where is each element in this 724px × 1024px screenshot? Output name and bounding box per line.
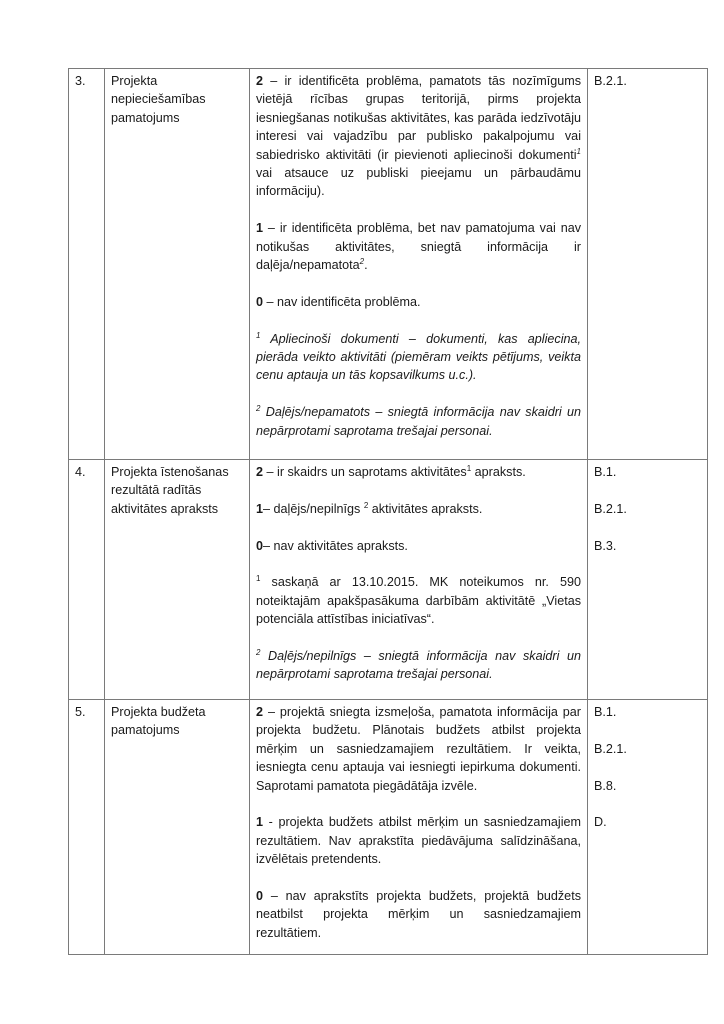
criterion-name: Projekta īstenošanas rezultātā radītās aktivitātes apraksts xyxy=(105,460,250,700)
score-0-description: 0 – nav aprakstīts projekta budžets, projektā budžets neatbilst projekta mērķim un sasniedzamajiem rezultātiem. xyxy=(256,889,581,940)
criterion-number: 5. xyxy=(69,700,105,955)
reference-item: D. xyxy=(594,815,607,830)
criterion-number: 4. xyxy=(69,460,105,700)
criterion-references xyxy=(588,460,708,700)
score-0-description: 0– nav aktivitātes apraksts. xyxy=(256,538,408,553)
table-row-criterion-5 xyxy=(69,700,708,955)
criterion-name: Projekta budžeta pamatojums xyxy=(105,700,250,955)
score-2-description: 2 – ir identificēta problēma, pamatots tās nozīmīgums vietējā rīcības grupas teritorijā, pirms projekta iesniegšanas notikušas aktivitātes, kas parāda iedzīvotāju interesi vai vajadzību par publisko pakalpojumu vai sabiedrisko aktivitāti (ir pievienoti apliecinoši dokumenti$^1$ vai atsauce uz publiski pieejamu un pārbaudāmu informāciju). xyxy=(256,74,581,199)
reference-item: B.2.1. xyxy=(594,741,627,756)
criterion-scoring xyxy=(250,460,588,700)
score-2-description: 2 – ir skaidrs un saprotams aktivitātes$^1$ apraksts. xyxy=(256,464,526,479)
evaluation-criteria-table xyxy=(68,68,708,955)
criterion-references xyxy=(588,69,708,460)
criterion-name: Projekta nepieciešamības pamatojums xyxy=(105,69,250,460)
reference-item: B.1. xyxy=(594,465,617,479)
footnote-2: $^2$ Daļējs/nepilnīgs – sniegtā informācija nav skaidri un nepārprotami saprotama trešajai personai. xyxy=(256,648,581,682)
score-2-description: 2 – projektā sniegta izsmeļoša, pamatota informācija par projekta budžetu. Plānotais budžets atbilst projekta mērķim un sasniedzamajiem rezultātiem. Ir veikta, iesniegta cenu aptauja vai iesniegti iepirkuma dokumenti. Saprotami pamatota piegādātāja izvēle. xyxy=(256,705,581,793)
criterion-scoring xyxy=(250,700,588,955)
reference-item: B.3. xyxy=(594,538,617,553)
criterion-references xyxy=(588,700,708,955)
table-row-criterion-4 xyxy=(69,460,708,700)
table-row-criterion-3 xyxy=(69,69,708,460)
footnote-1: $^1$ saskaņā ar 13.10.2015. MK noteikumos nr. 590 noteiktajām apakšpasākuma darbībām aktivitātē „Vietas potenciāla attīstības iniciatīvas“. xyxy=(256,574,581,627)
reference-item: B.2.1. xyxy=(594,74,627,88)
criterion-number: 3. xyxy=(69,69,105,460)
score-1-description: 1 - projekta budžets atbilst mērķim un sasniedzamajiem rezultātiem. Nav aprakstīta piedāvājuma salīdzināšana, izvēlētais pretendents. xyxy=(256,815,581,867)
footnote-2: $^2$ Daļējs/nepamatots – sniegtā informācija nav skaidri un nepārprotami saprotama trešajai personai. xyxy=(256,404,581,438)
reference-item: B.2.1. xyxy=(594,501,627,516)
reference-item: B.1. xyxy=(594,705,617,719)
reference-item: B.8. xyxy=(594,778,617,793)
footnote-1: $^1$ Apliecinoši dokumenti – dokumenti, kas apliecina, pierāda veikto aktivitāti (piemēram veikts pētījums, veikta cenu aptauja un tās kopsavilkums u.c.). xyxy=(256,330,581,383)
score-1-description: 1 – ir identificēta problēma, bet nav pamatojuma vai nav notikušas aktivitātes, sniegtā informācija ir daļēja/nepamatota$^2$. xyxy=(256,221,581,273)
score-0-description: 0 – nav identificēta problēma. xyxy=(256,294,421,309)
score-1-description: 1– daļējs/nepilnīgs $^2$ aktivitātes apraksts. xyxy=(256,500,483,516)
criterion-scoring xyxy=(250,69,588,460)
